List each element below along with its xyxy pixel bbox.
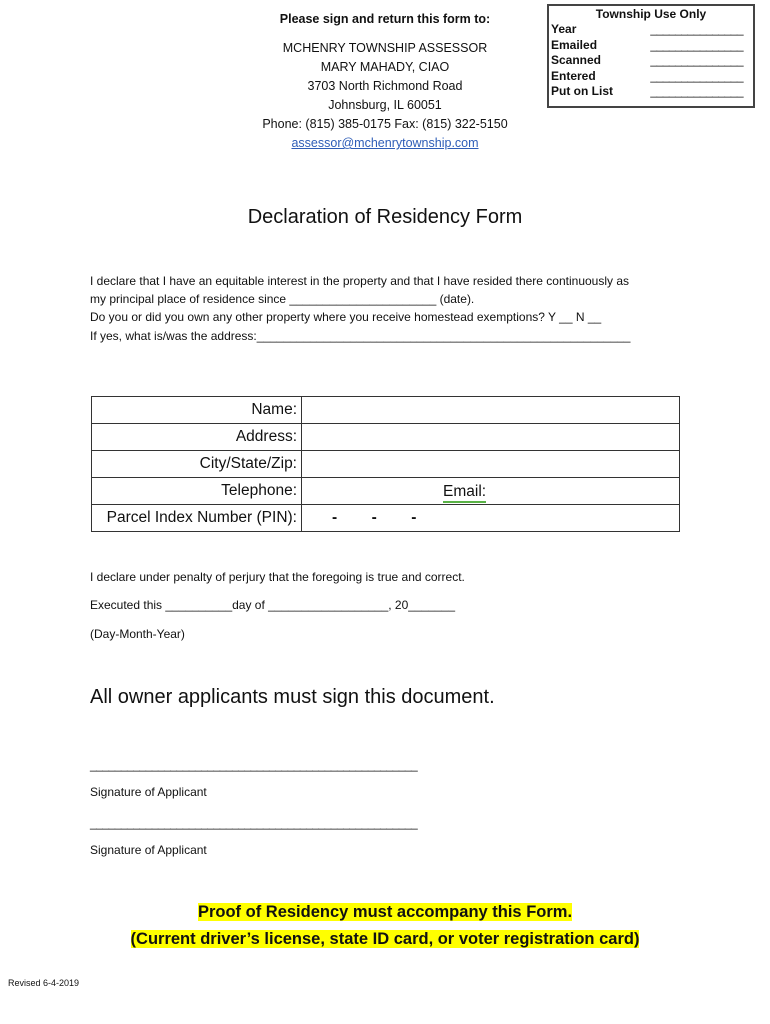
city-state-zip-label: City/State/Zip: — [92, 451, 302, 478]
township-row-year: Year _______________ — [551, 22, 743, 36]
perjury-statement: I declare under penalty of perjury that the foregoing is true and correct. — [90, 570, 465, 584]
name-field[interactable] — [302, 397, 680, 424]
other-address-line: If yes, what is/was the address:________________________________________________________ — [90, 329, 631, 343]
email-label: Email: — [443, 483, 486, 503]
proof-notice-line-1: Proof of Residency must accompany this Form. — [197, 903, 573, 921]
address-line-street: 3703 North Richmond Road — [307, 79, 463, 93]
signature-label-2: Signature of Applicant — [90, 843, 207, 857]
revision-date: Revised 6-4-2019 — [8, 978, 80, 988]
township-row-put-on-list: Put on List _______________ — [551, 84, 743, 98]
return-label: Please sign and return this form to: — [279, 12, 491, 26]
applicant-info-table — [91, 396, 680, 532]
telephone-label: Telephone: — [92, 478, 302, 505]
township-use-box — [547, 4, 755, 108]
sign-notice: All owner applicants must sign this document. — [90, 686, 495, 708]
signature-line-1[interactable]: _____________________________________________________ — [90, 758, 418, 772]
declaration-line-1: I declare that I have an equitable interest in the property and that I have resided there continuously as — [90, 274, 630, 288]
date-format-hint: (Day-Month-Year) — [90, 627, 185, 641]
township-row-emailed: Emailed _______________ — [551, 37, 743, 52]
proof-notice-line-2: (Current driver’s license, state ID card, or voter registration card) — [130, 930, 640, 948]
address-line-phone: Phone: (815) 385-0175 Fax: (815) 322-5150 — [262, 117, 508, 131]
telephone-email-field[interactable] — [302, 478, 680, 505]
township-row-entered: Entered _______________ — [551, 68, 743, 83]
assessor-email-link[interactable]: assessor@mchenrytownship.com — [291, 136, 479, 150]
pin-field[interactable] — [302, 505, 680, 532]
pin-label: Parcel Index Number (PIN): — [92, 505, 302, 532]
return-address-block — [180, 10, 590, 153]
declaration-line-2: my principal place of residence since ______________________ (date). — [90, 292, 475, 306]
address-line-name: MARY MAHADY, CIAO — [320, 60, 450, 74]
address-line-city: Johnsburg, IL 60051 — [328, 98, 442, 112]
address-label: Address: — [92, 424, 302, 451]
address-field[interactable] — [302, 424, 680, 451]
township-row-scanned: Scanned _______________ — [551, 53, 743, 67]
form-title: Declaration of Residency Form — [247, 206, 523, 228]
name-label: Name: — [92, 397, 302, 424]
homestead-question: Do you or did you own any other property where you receive homestead exemptions? Y __ N __ — [90, 310, 602, 324]
signature-line-2[interactable]: _____________________________________________________ — [90, 816, 418, 830]
pin-dashes: - - - — [332, 509, 417, 526]
city-state-zip-field[interactable] — [302, 451, 680, 478]
township-box-title: Township Use Only — [595, 7, 707, 21]
signature-label-1: Signature of Applicant — [90, 785, 207, 799]
address-line-assessor: MCHENRY TOWNSHIP ASSESSOR — [282, 41, 488, 55]
executed-line: Executed this __________day of __________________, 20_______ — [90, 598, 455, 612]
